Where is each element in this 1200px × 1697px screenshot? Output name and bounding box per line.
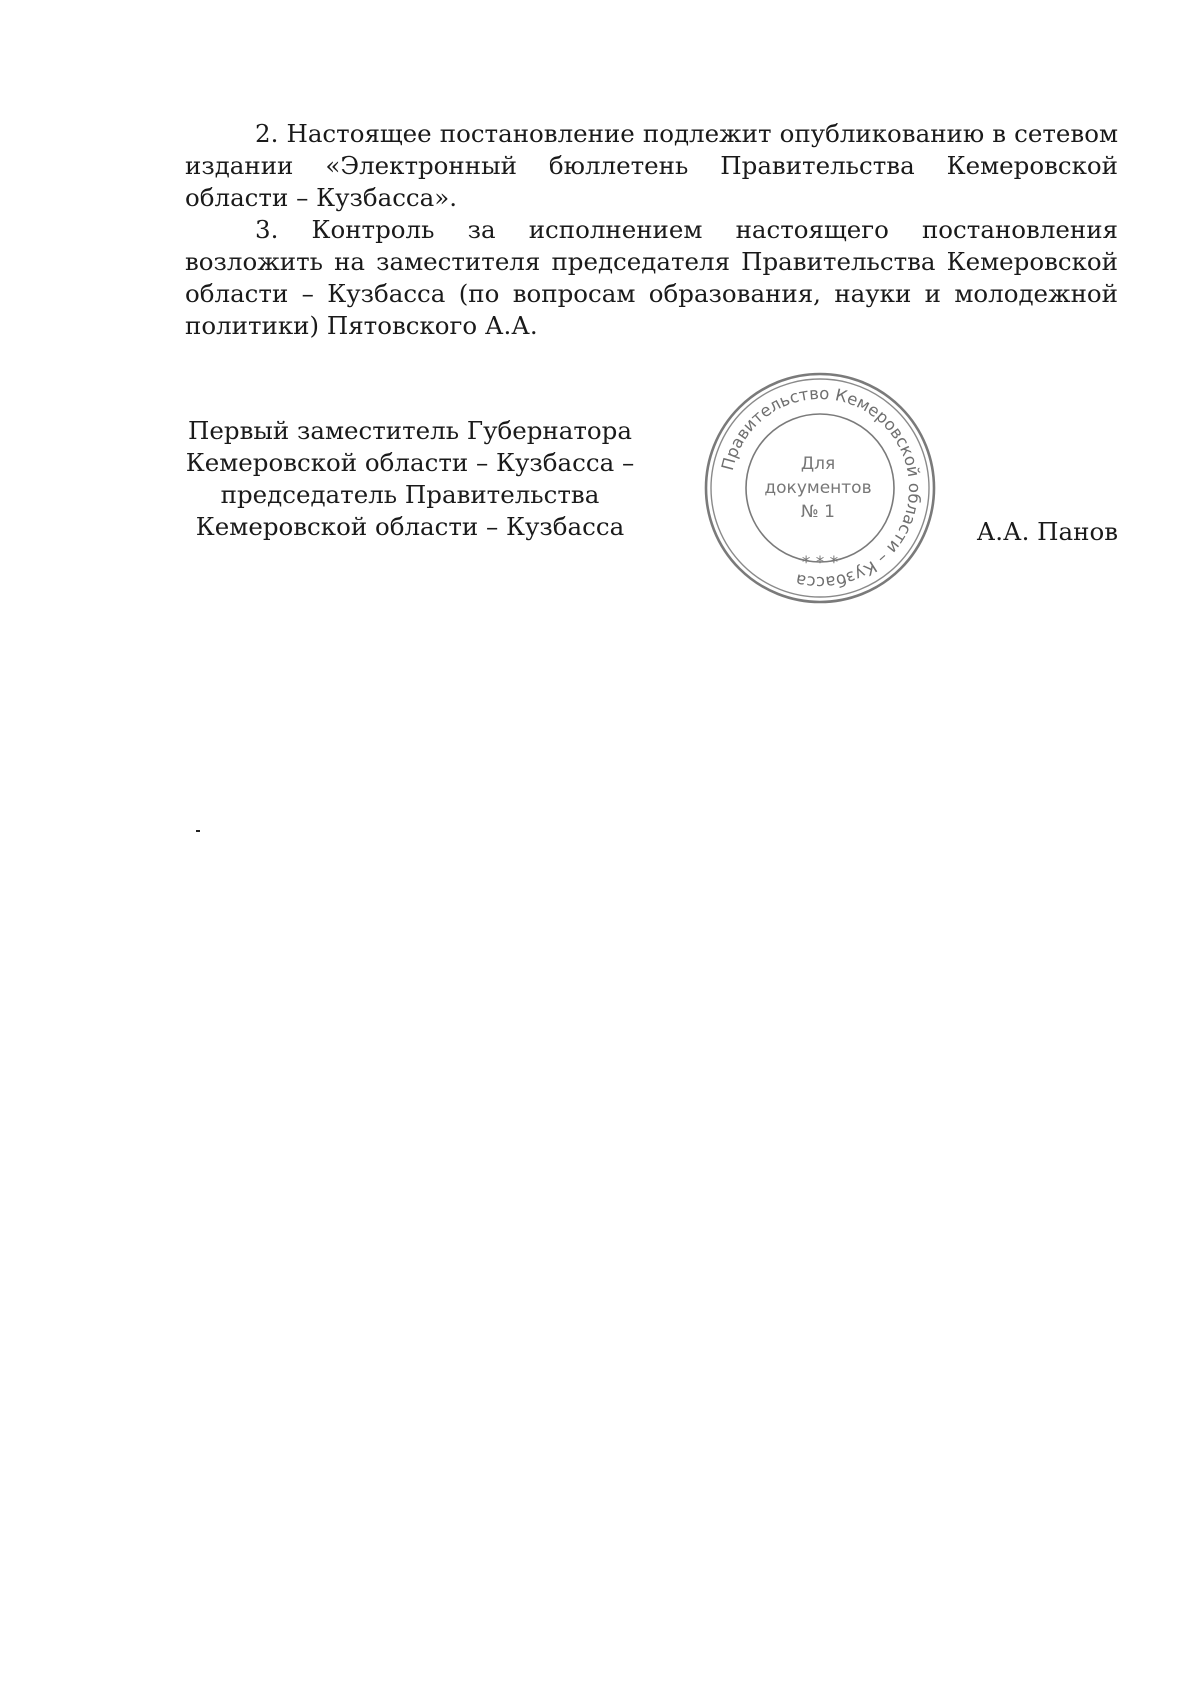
paragraph-control: 3. Контроль за исполнением настоящего постановления возложить на заместителя председателя Правительства Кемеровской области – Кузбасса (по вопросам образования, науки и молодежной политики) Пятовского А.А. [185, 215, 1118, 340]
signatory-line: председатель Правительства [220, 480, 600, 509]
seal-center-line: Для [800, 454, 836, 474]
document-body [185, 118, 1118, 342]
seal-center-line: № 1 [801, 502, 835, 522]
signer-name: А.А. Панов [976, 517, 1118, 546]
signatory-line: Кемеровской области – Кузбасса – [185, 448, 635, 477]
signatory-line: Первый заместитель Губернатора [188, 416, 632, 445]
seal-center-line: документов [764, 478, 872, 498]
seal-stamp-graphic [700, 368, 940, 608]
official-seal [700, 368, 940, 608]
paragraph-publication: 2. Настоящее постановление подлежит опубликованию в сетевом издании «Электронный бюллетень Правительства Кемеровской области – Кузбасса». [185, 119, 1118, 212]
signatory-line: Кемеровской области – Кузбасса [195, 512, 625, 541]
seal-ring-text: Правительство Кемеровской области – Кузбасса [717, 383, 925, 593]
signatory-position [185, 415, 635, 543]
seal-stars: * * * [801, 553, 839, 573]
stray-dot-mark [196, 830, 200, 832]
